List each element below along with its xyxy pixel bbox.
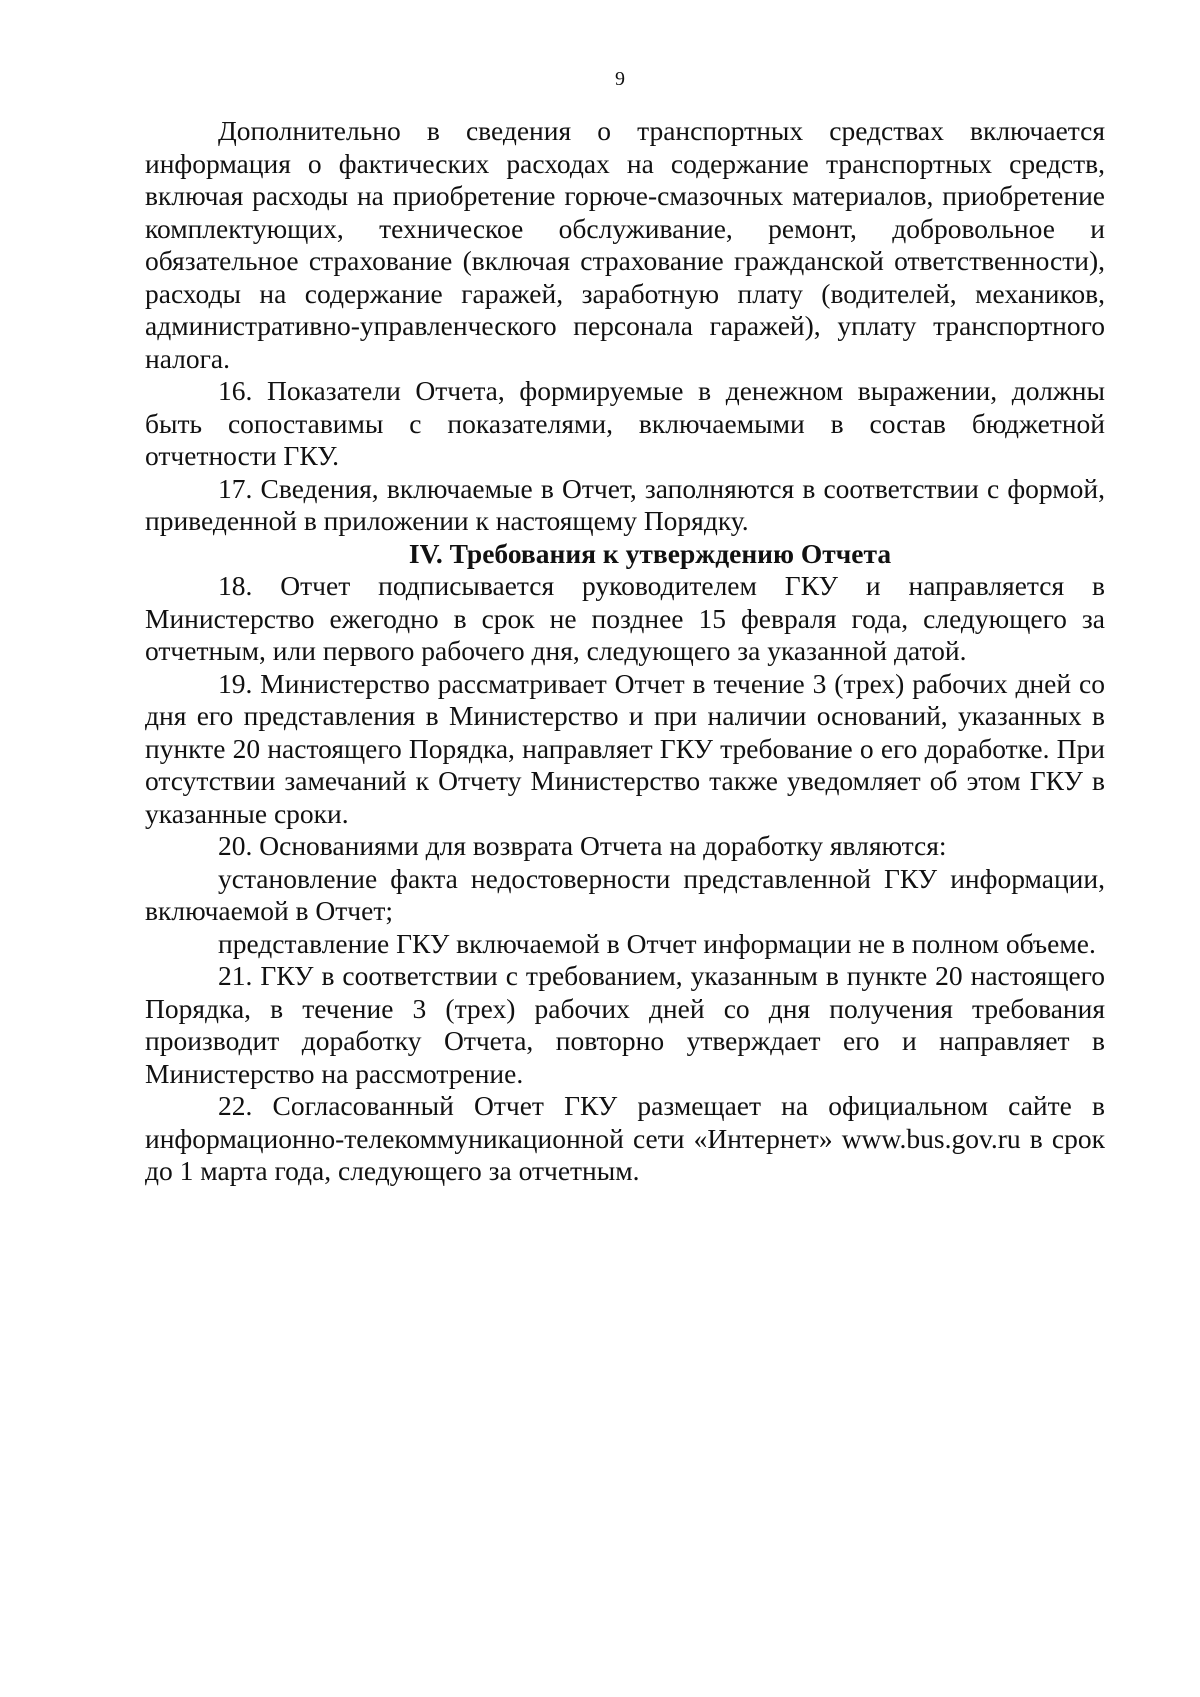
section-heading: IV. Требования к утверждению Отчета xyxy=(408,537,892,569)
paragraph-18: 18. Отчет подписывается руководителем ГКУ и направляется в Министерство ежегодно в срок не позднее 15 февраля года, следующего за отчетным, или первого рабочего дня, следующего за указанной датой. xyxy=(145,570,1105,666)
page-number: 9 xyxy=(615,68,625,90)
paragraph-20: 20. Основаниями для возврата Отчета на доработку являются: xyxy=(218,830,947,861)
paragraph-22: 22. Согласованный Отчет ГКУ размещает на официальном сайте в информационно-телекоммуникационной сети «Интернет» www.bus.gov.ru в срок до 1 марта года, следующего за отчетным. xyxy=(145,1090,1105,1186)
document-body xyxy=(145,115,1105,1188)
paragraph-20-item-1: установление факта недостоверности представленной ГКУ информации, включаемой в Отчет; xyxy=(145,862,1105,926)
paragraph-20-item-2: представление ГКУ включаемой в Отчет информации не в полном объеме. xyxy=(218,927,1096,959)
paragraph-21: 21. ГКУ в соответствии с требованием, указанным в пункте 20 настоящего Порядка, в течение 3 (трех) рабочих дней со дня получения требования производит доработку Отчета, повторно утверждает его и направляет в Министерство на рассмотрение. xyxy=(145,960,1105,1089)
paragraph-19: 19. Министерство рассматривает Отчет в течение 3 (трех) рабочих дней со дня его представления в Министерство и при наличии оснований, указанных в пункте 20 настоящего Порядка, направляет ГКУ требование о его доработке. При отсутствии замечаний к Отчету Министерство также уведомляет об этом ГКУ в указанные сроки. xyxy=(145,667,1105,829)
paragraph-16: 16. Показатели Отчета, формируемые в денежном выражении, должны быть сопоставимы с показателями, включаемыми в состав бюджетной отчетности ГКУ. xyxy=(145,375,1105,471)
paragraph-17: 17. Сведения, включаемые в Отчет, заполняются в соответствии с формой, приведенной в приложении к настоящему Порядку. xyxy=(145,472,1105,536)
paragraph-vehicle-expenses: Дополнительно в сведения о транспортных средствах включается информация о фактических расходах на содержание транспортных средств, включая расходы на приобретение горюче-смазочных материалов, приобретение комплектующих, техническое обслуживание, ремонт, добровольное и обязательное страхование (включая страхование гражданской ответственности), расходы на содержание гаражей, заработную плату (водителей, механиков, административно-управленческого персонала гаражей), уплату транспортного налога. xyxy=(145,115,1105,374)
